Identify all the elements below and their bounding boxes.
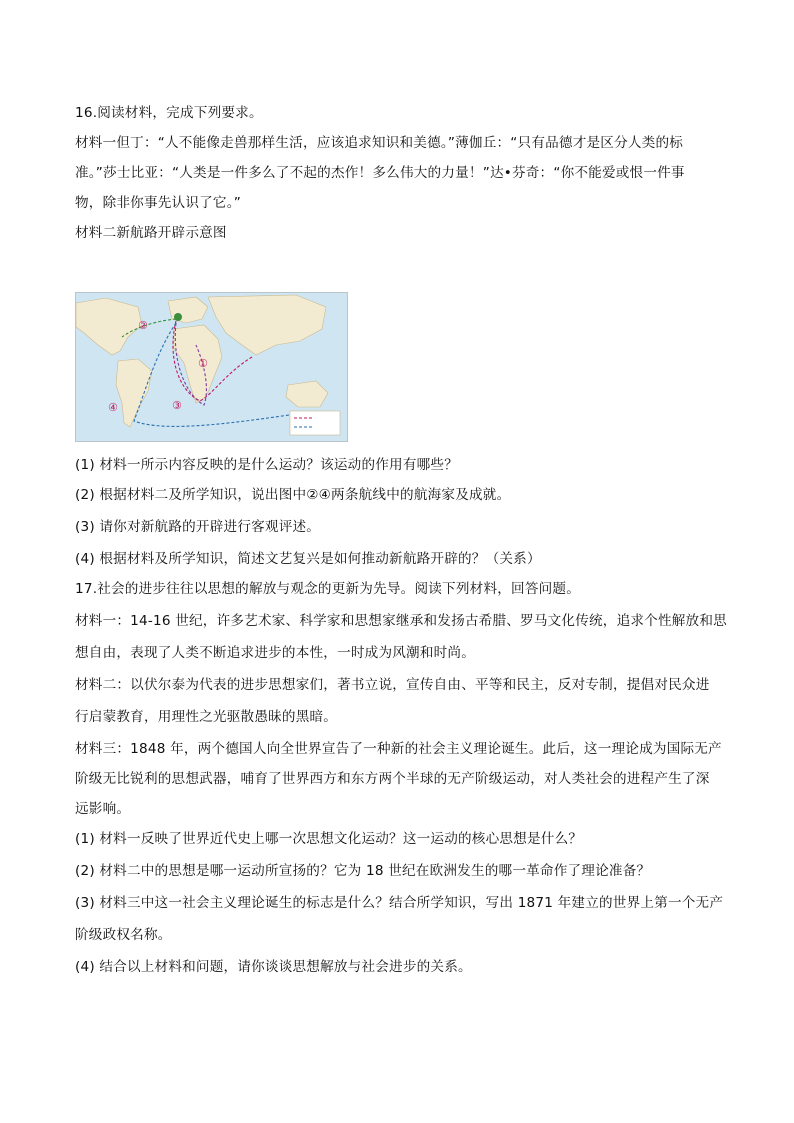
map-marker-3: ③: [172, 399, 182, 412]
north-america-land: [76, 298, 142, 355]
q16-material1-line3: 物，除非你事先认识了它。”: [75, 195, 241, 211]
portugal-marker: [174, 313, 182, 321]
map-svg: [76, 293, 347, 441]
q17-material1-line2: 想自由，表现了人类不断追求进步的本性，一时成为风潮和时尚。: [75, 645, 476, 661]
map-marker-4: ④: [108, 401, 118, 414]
q16-sub4: (4) 根据材料及所学知识，简述文艺复兴是如何推动新航路开辟的？（关系）: [75, 551, 541, 567]
q16-sub2: (2) 根据材料二及所学知识，说出图中②④两条航线中的航海家及成就。: [75, 487, 511, 503]
q17-sub1: (1) 材料一反映了世界近代史上哪一次思想文化运动？这一运动的核心思想是什么？: [75, 831, 583, 847]
q16-sub1: (1) 材料一所示内容反映的是什么运动？该运动的作用有哪些？: [75, 457, 459, 473]
q17-title: 17.社会的进步往往以思想的解放与观念的更新为先导。阅读下列材料，回答问题。: [75, 581, 580, 597]
q17-material2-line1: 材料二：以伏尔泰为代表的进步思想家们，著书立说，宣传自由、平等和民主，反对专制，提倡对民众进: [75, 677, 710, 693]
south-america-land: [116, 359, 152, 427]
route-legend-box: [290, 411, 340, 435]
map-marker-1: ①: [198, 357, 208, 370]
q17-material3-line2: 阶级无比锐利的思想武器，哺育了世界西方和东方两个半球的无产阶级运动，对人类社会的进程产生了深: [75, 771, 710, 787]
q17-material3-line1: 材料三：1848 年，两个德国人向全世界宣告了一种新的社会主义理论诞生。此后，这一理论成为国际无产: [75, 741, 722, 757]
q17-sub4: (4) 结合以上材料和问题，请你谈谈思想解放与社会进步的关系。: [75, 959, 472, 975]
map-marker-2: ②: [138, 319, 148, 332]
q16-sub3: (3) 请你对新航路的开辟进行客观评述。: [75, 519, 321, 535]
australia-land: [286, 381, 328, 407]
q16-title: 16.阅读材料，完成下列要求。: [75, 105, 263, 121]
q17-material2-line2: 行启蒙教育，用理性之光驱散愚昧的黑暗。: [75, 709, 338, 725]
q17-sub2: (2) 材料二中的思想是哪一运动所宣扬的？它为 18 世纪在欧洲发生的哪一革命作了理论准备？: [75, 863, 651, 879]
asia-land: [208, 295, 326, 355]
q16-material1-line1: 材料一但丁：“人不能像走兽那样生活，应该追求知识和美德。”薄伽丘：“只有品德才是区分人类的标: [75, 135, 684, 151]
q17-sub3-line1: (3) 材料三中这一社会主义理论诞生的标志是什么？结合所学知识，写出 1871 年建立的世界上第一个无产: [75, 895, 724, 911]
q17-material3-line3: 远影响。: [75, 801, 131, 817]
new-sea-routes-map: [75, 292, 348, 442]
q16-material2-title: 材料二新航路开辟示意图: [75, 225, 227, 241]
q16-material1-line2: 准。”莎士比亚：“人类是一件多么了不起的杰作！多么伟大的力量！”达•芬奇：“你不能爱或恨一件事: [75, 165, 685, 181]
q17-material1-line1: 材料一：14-16 世纪，许多艺术家、科学家和思想家继承和发扬古希腊、罗马文化传统，追求个性解放和思: [75, 613, 727, 629]
q17-sub3-line2: 阶级政权名称。: [75, 927, 172, 943]
